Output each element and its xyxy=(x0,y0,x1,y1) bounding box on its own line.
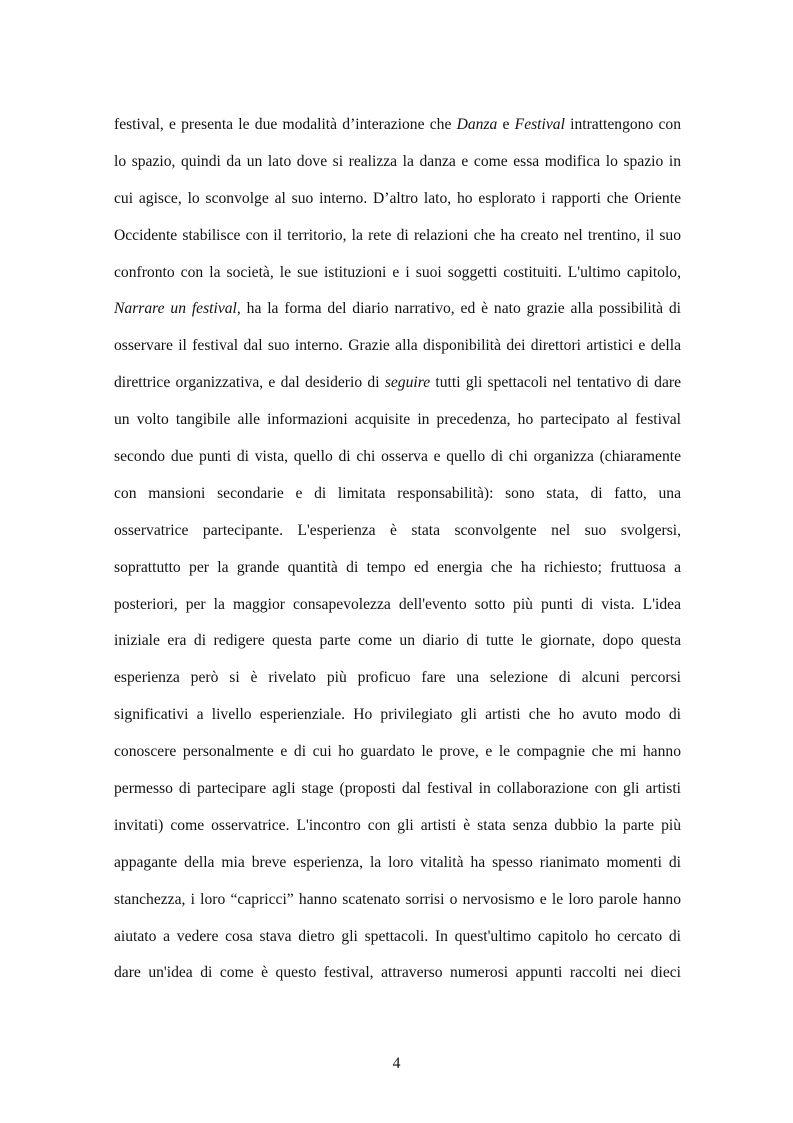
text-line xyxy=(114,328,681,365)
text-segment: e xyxy=(497,116,515,133)
text-line xyxy=(114,660,681,697)
text-line xyxy=(114,365,681,402)
text-line xyxy=(114,513,681,550)
italic-term: seguire xyxy=(384,374,431,392)
text-line xyxy=(114,255,681,292)
text-line xyxy=(114,181,681,218)
text-line xyxy=(114,476,681,513)
text-segment: soprattutto per la grande quantità di tempo ed energia che ha richiesto; fruttuosa a xyxy=(114,558,681,576)
text-segment: osservare il festival dal suo interno. Grazie alla disponibilità dei direttori artistici e della xyxy=(114,337,681,355)
text-segment: osservatrice partecipante. L'esperienza è stata sconvolgente nel suo svolgersi, xyxy=(114,521,681,539)
text-segment: Occidente stabilisce con il territorio, la rete di relazioni che ha creato nel trentino, il suo xyxy=(114,226,681,244)
text-segment: posteriori, per la maggior consapevolezza dell'evento sotto più punti di vista. L'idea xyxy=(114,595,681,613)
text-line xyxy=(114,402,681,439)
text-line xyxy=(114,623,681,660)
text-line xyxy=(114,771,681,808)
text-segment: appagante della mia breve esperienza, la loro vitalità ha spesso rianimato momenti di xyxy=(114,853,681,871)
text-line xyxy=(114,919,681,956)
text-line xyxy=(114,734,681,771)
text-segment: significativi a livello esperienziale. Ho privilegiato gli artisti che ho avuto modo di xyxy=(114,706,681,724)
text-line xyxy=(114,955,681,992)
text-segment: aiutato a vedere cosa stava dietro gli spettacoli. In quest'ultimo capitolo ho cercato di xyxy=(114,927,681,945)
text-segment: , ha la forma del diario narrativo, ed è nato grazie alla possibilità di xyxy=(236,300,681,318)
text-segment: permesso di partecipare agli stage (proposti dal festival in collaborazione con gli artisti xyxy=(114,780,681,798)
text-segment: cui agisce, lo sconvolge al suo interno. D’altro lato, ho esplorato i rapporti che Oriente xyxy=(114,189,681,207)
text-line xyxy=(114,218,681,255)
italic-term: Festival xyxy=(514,116,565,133)
text-line xyxy=(114,587,681,624)
text-segment: invitati) come osservatrice. L'incontro con gli artisti è stata senza dubbio la parte più xyxy=(114,816,681,834)
page-number: 4 xyxy=(392,1055,401,1072)
text-segment: dare un'idea di come è questo festival, attraverso numerosi appunti raccolti nei dieci xyxy=(114,964,681,982)
text-line xyxy=(114,845,681,882)
text-segment: tutti gli spettacoli nel tentativo di dare xyxy=(430,374,681,392)
text-segment: conoscere personalmente e di cui ho guardato le prove, e le compagnie che mi hanno xyxy=(114,743,681,761)
text-segment: confronto con la società, le sue istituzioni e i suoi soggetti costituiti. L'ultimo capitolo, xyxy=(114,263,681,281)
italic-term: Danza xyxy=(456,116,498,133)
italic-term: Narrare un festival xyxy=(114,300,237,318)
text-line xyxy=(114,439,681,476)
text-segment: esperienza però si è rivelato più proficuo fare una selezione di alcuni percorsi xyxy=(114,669,681,687)
text-segment: secondo due punti di vista, quello di chi osserva e quello di chi organizza (chiaramente xyxy=(114,448,681,466)
text-line xyxy=(114,144,681,181)
text-segment: lo spazio, quindi da un lato dove si realizza la danza e come essa modifica lo spazio in xyxy=(114,152,681,170)
text-line xyxy=(114,808,681,845)
text-line xyxy=(114,697,681,734)
text-segment: un volto tangibile alle informazioni acquisite in precedenza, ho partecipato al festival xyxy=(114,411,681,429)
text-segment: intrattengono con xyxy=(564,116,681,133)
text-line xyxy=(114,107,681,144)
text-segment: direttrice organizzativa, e dal desiderio di xyxy=(114,374,385,392)
text-segment: festival, e presenta le due modalità d’interazione che xyxy=(114,116,457,133)
text-segment: iniziale era di redigere questa parte come un diario di tutte le giornate, dopo questa xyxy=(114,632,681,650)
text-line xyxy=(114,291,681,328)
body-paragraph xyxy=(114,107,681,992)
text-segment: con mansioni secondarie e di limitata responsabilità): sono stata, di fatto, una xyxy=(114,484,681,502)
text-line xyxy=(114,550,681,587)
text-line xyxy=(114,882,681,919)
text-segment: stanchezza, i loro “capricci” hanno scatenato sorrisi o nervosismo e le loro parole hanno xyxy=(114,890,681,908)
